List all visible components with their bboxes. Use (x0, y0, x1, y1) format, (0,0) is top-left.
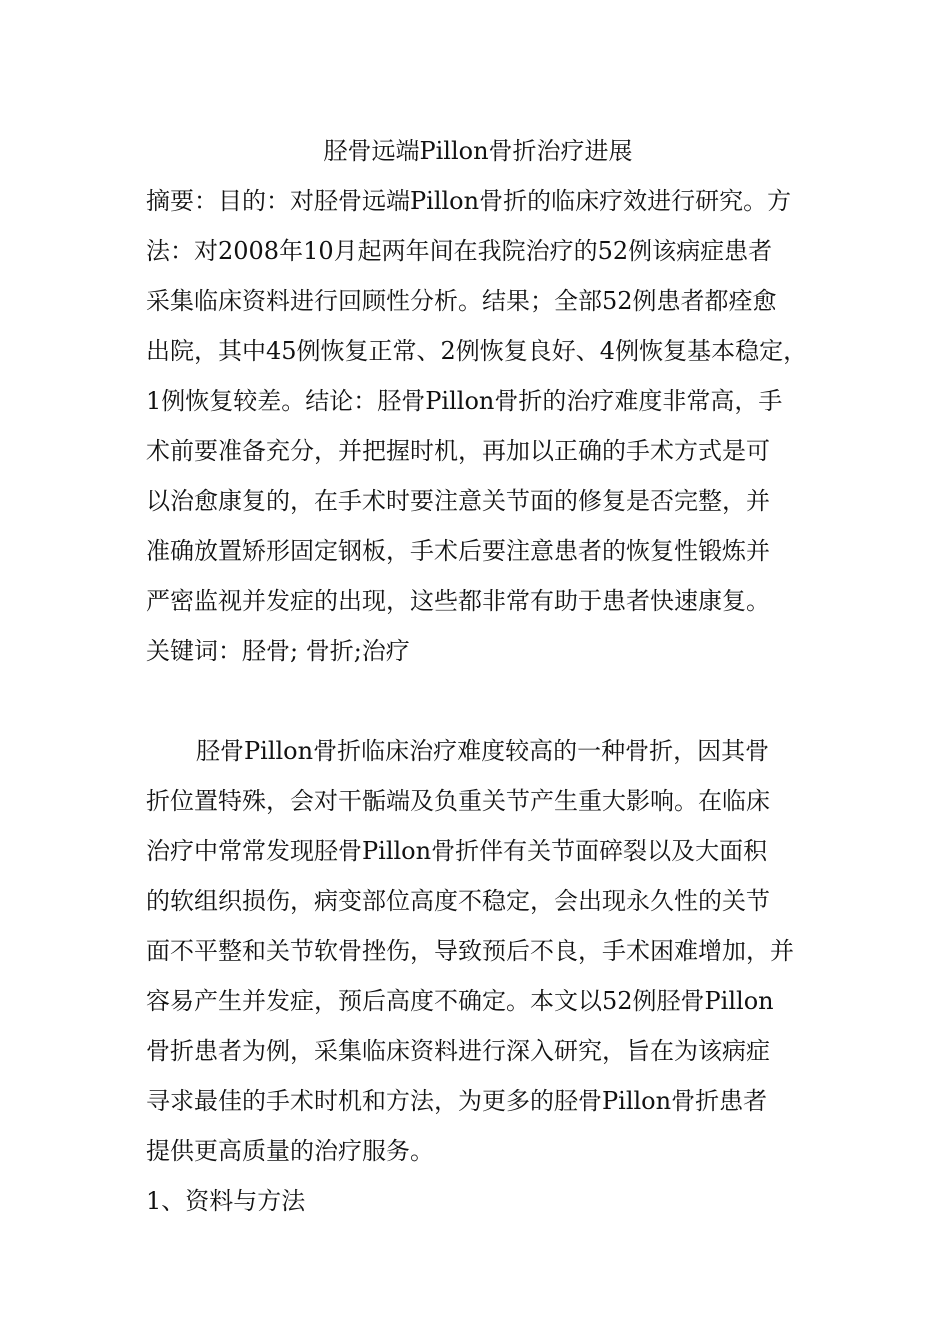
abstract-line: 法：对2008年10月起两年间在我院治疗的52例该病症患者 (146, 237, 773, 265)
intro-line: 的软组织损伤，病变部位高度不稳定，会出现永久性的关节 (146, 887, 770, 915)
intro-line: 胫骨Pillon骨折临床治疗难度较高的一种骨折，因其骨 (196, 737, 770, 765)
abstract-line: 严密监视并发症的出现，这些都非常有助于患者快速康复。 (146, 587, 770, 615)
intro-line: 容易产生并发症，预后高度不确定。本文以52例胫骨Pillon (146, 987, 774, 1015)
section-heading: 1、资料与方法 (146, 1187, 306, 1215)
abstract-line: 以治愈康复的，在手术时要注意关节面的修复是否完整，并 (146, 487, 770, 515)
intro-line: 寻求最佳的手术时机和方法，为更多的胫骨Pillon骨折患者 (146, 1087, 768, 1115)
intro-line: 折位置特殊，会对干骺端及负重关节产生重大影响。在临床 (146, 787, 770, 815)
abstract-line: 采集临床资料进行回顾性分析。结果；全部52例患者都痊愈 (146, 287, 777, 315)
intro-line: 治疗中常常发现胫骨Pillon骨折伴有关节面碎裂以及大面积 (146, 837, 768, 865)
document-title: 胫骨远端Pillon骨折治疗进展 (323, 137, 633, 165)
intro-line: 提供更高质量的治疗服务。 (146, 1137, 434, 1165)
abstract-line: 1例恢复较差。结论：胫骨Pillon骨折的治疗难度非常高，手 (146, 387, 783, 415)
abstract-line: 术前要准备充分，并把握时机，再加以正确的手术方式是可 (146, 437, 770, 465)
abstract-line: 出院，其中45例恢复正常、2例恢复良好、4例恢复基本稳定， (146, 337, 808, 365)
document-page (146, 126, 810, 1226)
abstract-line: 摘要：目的：对胫骨远端Pillon骨折的临床疗效进行研究。方 (146, 187, 792, 215)
introduction (146, 726, 810, 1176)
abstract-line: 准确放置矫形固定钢板，手术后要注意患者的恢复性锻炼并 (146, 537, 770, 565)
intro-line: 骨折患者为例，采集临床资料进行深入研究，旨在为该病症 (146, 1037, 770, 1065)
keywords: 关键词：胫骨; 骨折;治疗 (146, 637, 410, 665)
abstract (146, 176, 810, 626)
intro-line: 面不平整和关节软骨挫伤，导致预后不良，手术困难增加，并 (146, 937, 794, 965)
paragraph-gap (146, 676, 810, 726)
